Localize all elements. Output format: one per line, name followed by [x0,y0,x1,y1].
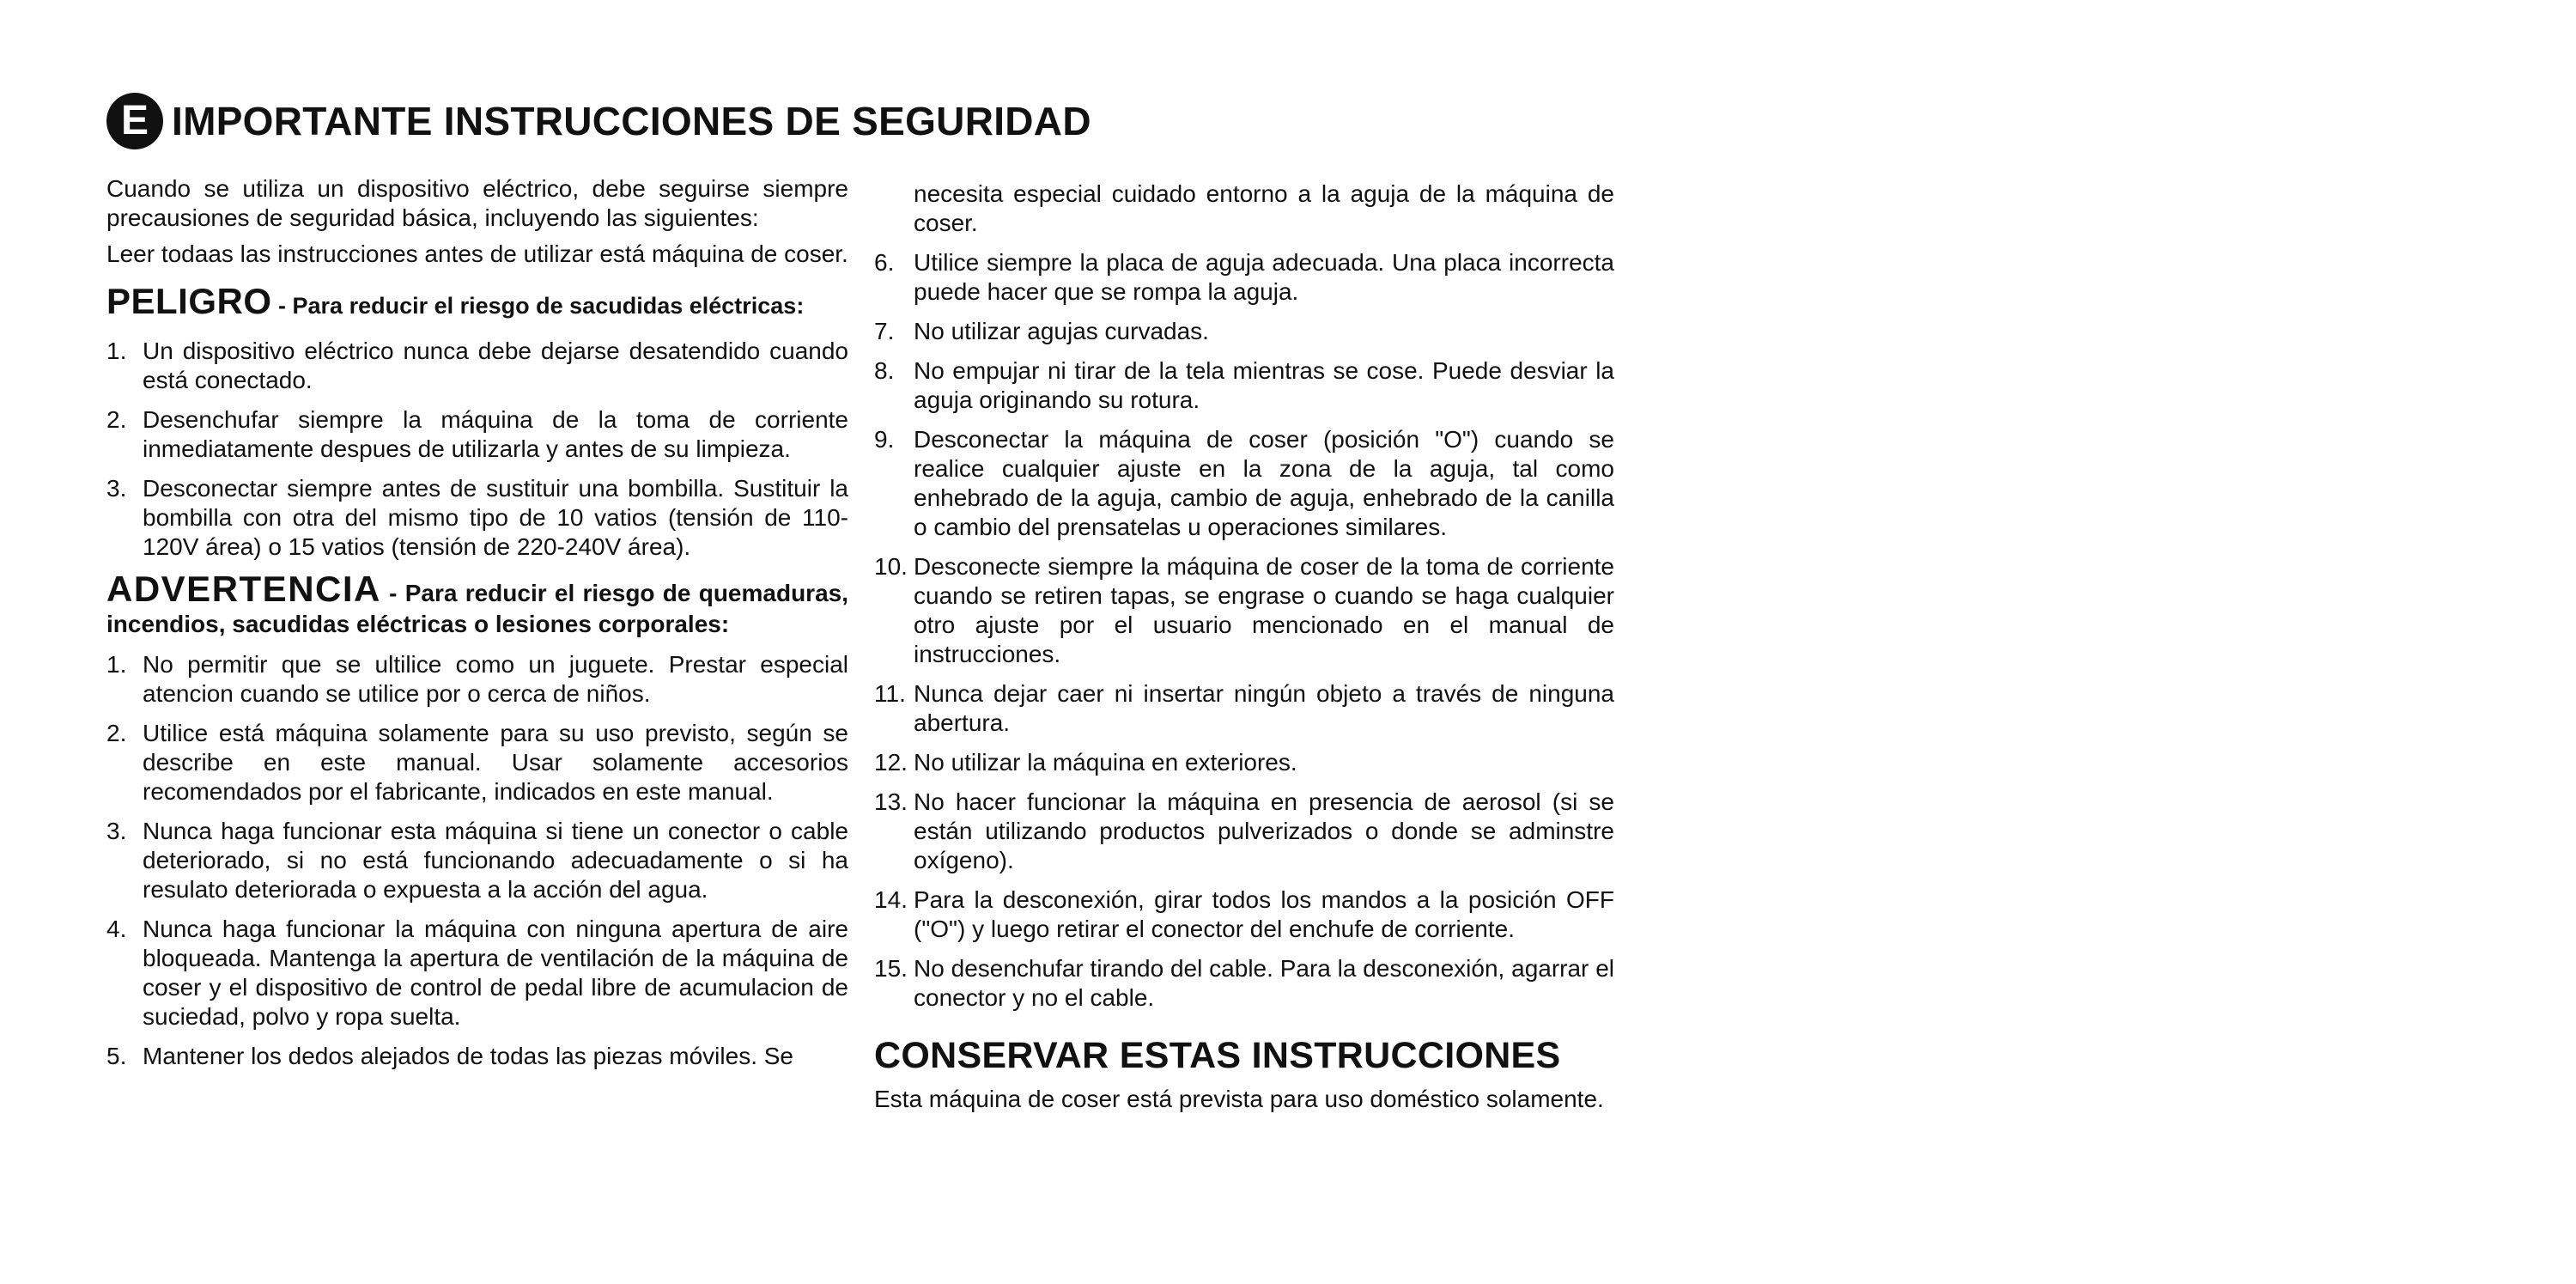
item-text: Desconecte siempre la máquina de coser de la toma de corriente cuando se retiren tapas, se engrase o cuando se haga cualquier otro ajuste por el usuario mencionado en el manual de instrucciones. [914,553,1614,667]
item-number: 1. [106,651,127,678]
item-text: Utilice siempre la placa de aguja adecuada. Una placa incorrecta puede hacer que se rompa la aguja. [914,249,1614,305]
item-number: 9. [874,426,895,453]
intro-paragraph: Cuando se utiliza un dispositivo eléctrico, debe seguirse siempre precausiones de seguridad básica, incluyendo las siguientes: [106,175,848,231]
item-text: Desconectar siempre antes de sustituir una bombilla. Sustituir la bombilla con otra del mismo tipo de 10 vatios (tensión de 110-120V área) o 15 vatios (tensión de 220-240V área). [143,475,848,560]
item-text: Desenchufar siempre la máquina de la toma de corriente inmediatamente despues de utilizarla y antes de su limpieza. [143,406,848,462]
list-item [106,650,848,709]
list-item [106,405,848,464]
advertencia-list [106,650,848,1071]
list-item [874,425,1614,542]
item-number: 1. [106,338,127,364]
final-note: Esta máquina de coser está prevista para uso doméstico solamente. [874,1086,1604,1112]
item-text: No desenchufar tirando del cable. Para la desconexión, agarrar el conector y no el cable. [914,955,1614,1011]
list-item [874,356,1614,415]
item-number: 3. [106,818,127,844]
peligro-label: PELIGRO [106,281,272,321]
list-item [874,317,1614,346]
left-column [106,174,848,1071]
list-item [874,788,1614,875]
item-text: Nunca haga funcionar la máquina con ninguna apertura de aire bloqueada. Mantenga la apertura de ventilación de la máquina de coser y el dispositivo de control de pedal libre de acumulacion de suciedad, polvo y ropa suelta. [143,916,848,1030]
right-column [874,180,1614,1114]
advertencia-subtitle: - Para reducir el riesgo de quemaduras, incendios, sacudidas eléctricas o lesiones corporales: [106,580,848,637]
item-text: No hacer funcionar la máquina en presencia de aerosol (si se están utilizando productos pulverizados o donde se adminstre oxígeno). [914,788,1614,873]
item-number: 6. [874,249,895,276]
list-item [874,552,1614,669]
item-number: 10. [874,553,908,580]
item-text: Nunca dejar caer ni insertar ningún objeto a través de ninguna abertura. [914,680,1614,736]
page-title [106,91,1091,151]
list-item [106,915,848,1031]
advertencia-list-continued [874,248,1614,1013]
advertencia-heading [106,569,848,640]
item-number: 11. [874,680,906,707]
item-text: No empujar ni tirar de la tela mientras se cose. Puede desviar la aguja originando su rotura. [914,357,1614,413]
list-item [106,474,848,562]
item-text: No utilizar la máquina en exteriores. [914,749,1297,776]
item-text: Un dispositivo eléctrico nunca debe dejarse desatendido cuando está conectado. [143,338,848,393]
list-item [106,1042,848,1071]
title-text: IMPORTANTE INSTRUCCIONES DE SEGURIDAD [172,99,1091,143]
peligro-heading [106,281,848,326]
item-number: 5. [106,1043,127,1069]
item-text: Mantener los dedos alejados de todas las piezas móviles. Se [143,1043,793,1069]
item-text: Desconectar la máquina de coser (posición "O") cuando se realice cualquier ajuste en la zona de la aguja, tal como enhebrado de la aguja, cambio de aguja, enhebrado de la canilla o cambio del prensatelas u operaciones similares. [914,426,1614,540]
list-item [874,679,1614,738]
list-item [106,817,848,904]
item-text: Para la desconexión, girar todos los mandos a la posición OFF ("O") y luego retirar el conector del enchufe de corriente. [914,886,1614,942]
item-text: No permitir que se ultilice como un juguete. Prestar especial atencion cuando se utilice por o cerca de niños. [143,651,848,707]
item-number: 12. [874,749,908,776]
item-number: 8. [874,357,895,384]
list-item [106,719,848,806]
item-text: No utilizar agujas curvadas. [914,318,1209,344]
item-number: 3. [106,475,127,502]
list-item [874,954,1614,1013]
intro-paragraph-read: Leer todaas las instrucciones antes de utilizar está máquina de coser. [106,240,848,267]
item-number: 2. [106,720,127,746]
item-number: 15. [874,955,908,982]
advertencia-label: ADVERTENCIA [106,569,381,609]
item-text: Nunca haga funcionar esta máquina si tiene un conector o cable deteriorado, si no está funcionando adecuadamente o si ha resulato deteriorada o expuesta a la acción del agua. [143,818,848,903]
item-number: 14. [874,886,908,913]
item-text: Utilice está máquina solamente para su uso previsto, según se describe en este manual. Usar solamente accesorios recomendados por el fabricante, indicados en este manual. [143,720,848,805]
item-number: 13. [874,788,908,815]
item-number: 4. [106,916,127,942]
continuation-text: necesita especial cuidado entorno a la aguja de la máquina de coser. [914,180,1614,236]
item-number: 2. [106,406,127,433]
list-item [874,885,1614,944]
language-badge: E [106,93,163,149]
list-item [106,337,848,395]
list-item [874,748,1614,777]
item-number: 7. [874,318,895,344]
peligro-list [106,337,848,562]
conservar-heading: CONSERVAR ESTAS INSTRUCCIONES [874,1035,1561,1076]
list-item [874,248,1614,307]
peligro-subtitle: - Para reducir el riesgo de sacudidas eléctricas: [271,293,805,319]
